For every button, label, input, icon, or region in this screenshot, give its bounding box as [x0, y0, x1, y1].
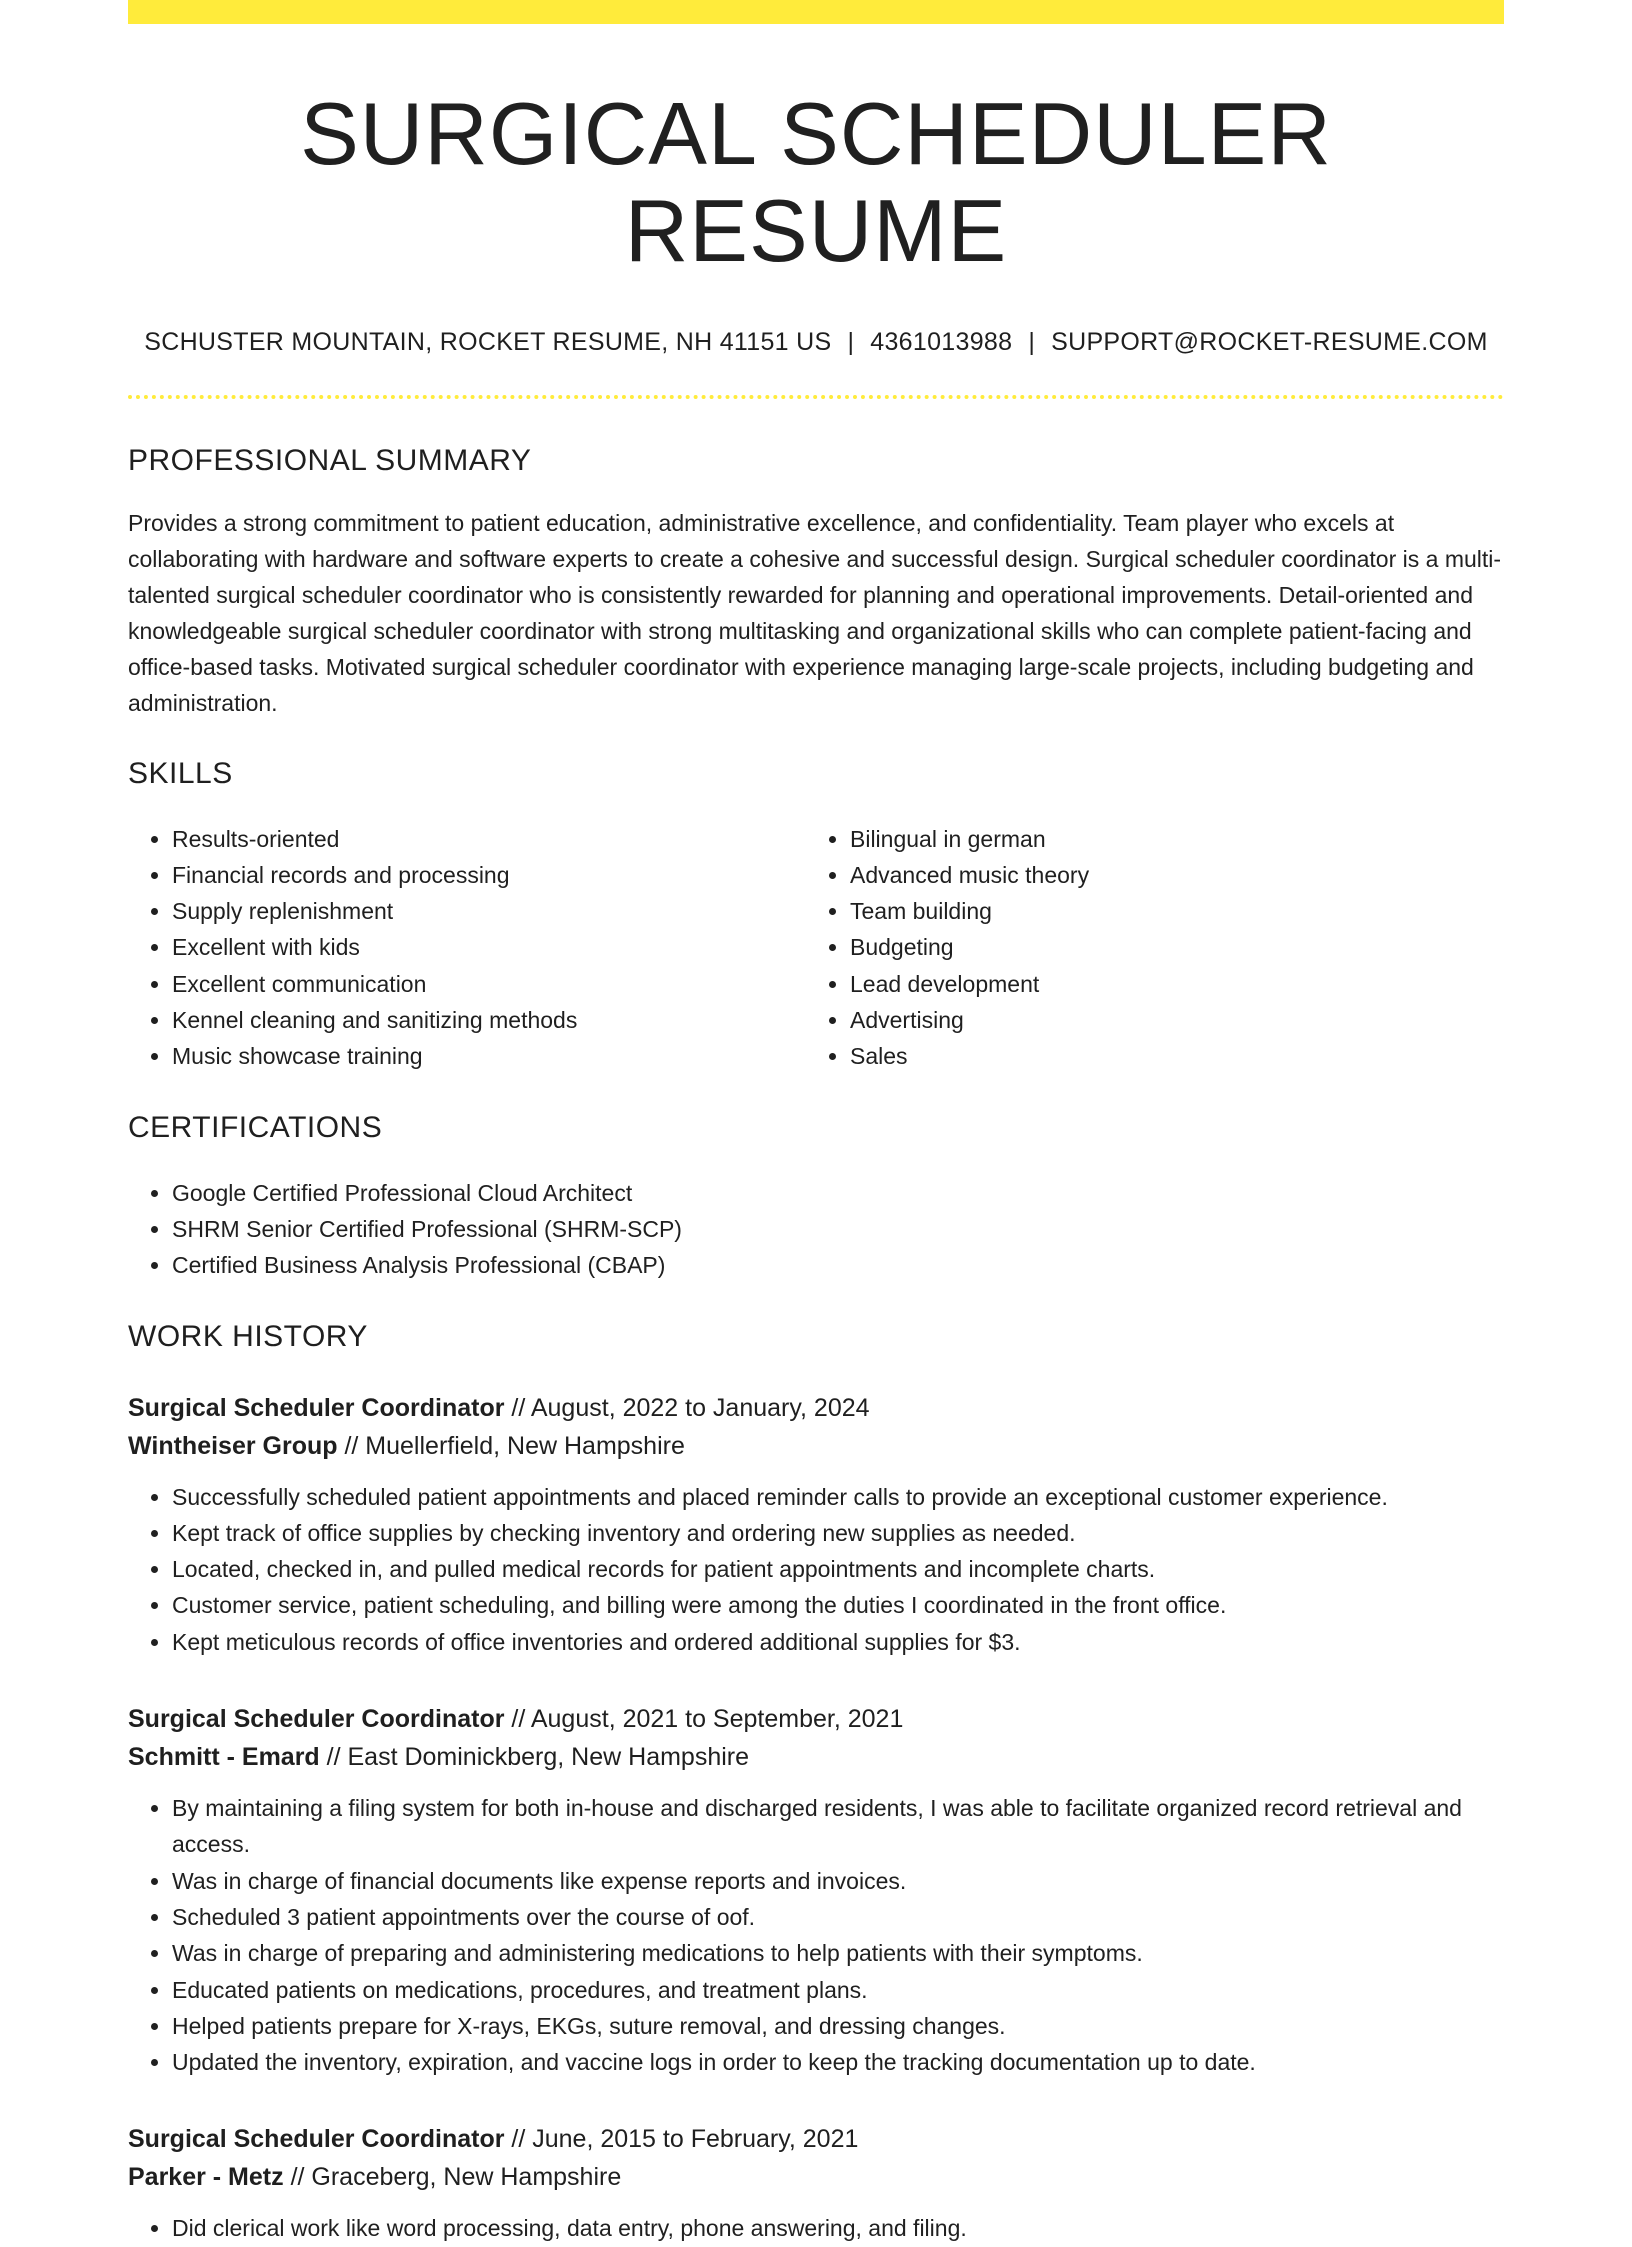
skill-item: • Financial records and processing	[172, 857, 806, 893]
skill-item: • Supply replenishment	[172, 893, 806, 929]
skill-item: • Excellent communication	[172, 966, 806, 1002]
summary-text: Provides a strong commitment to patient education, administrative excellence, and confidentiality. Team player who excels at collaborating with hardware and software experts to create a cohesive and successful design. Surgical scheduler coordinator is a multi-talented surgical scheduler coordinator who is consistently rewarded for planning and operational improvements. Detail-oriented and knowledgeable surgical scheduler coordinator with strong multitasking and organizational skills who can complete patient-facing and office-based tasks. Motivated surgical scheduler coordinator with experience managing large-scale projects, including budgeting and administration.	[128, 509, 1502, 716]
contact-separator: |	[1028, 327, 1036, 356]
skill-item: • Advertising	[850, 1002, 1484, 1038]
skill-item: • Kennel cleaning and sanitizing methods	[172, 1002, 806, 1038]
job-duty: • Updated the inventory, expiration, and vaccine logs in order to keep the tracking documentation up to date.	[172, 2044, 1504, 2080]
job-company: Parker - Metz	[128, 2163, 284, 2192]
contact-separator: |	[847, 327, 855, 356]
job-duties-list	[128, 1790, 1504, 2080]
resume-page	[128, 0, 1504, 2247]
certification-item: • Google Certified Professional Cloud Architect	[172, 1175, 1504, 1211]
job-duty: • Customer service, patient scheduling, and billing were among the duties I coordinated in the front office.	[172, 1587, 1504, 1623]
job-dates: // August, 2021 to September, 2021	[504, 1705, 904, 1734]
skill-item: • Sales	[850, 1038, 1484, 1074]
job-entry	[128, 1700, 1504, 2080]
job-company-line	[128, 1738, 1504, 1776]
job-title-line	[128, 1389, 1504, 1427]
job-duty: • Successfully scheduled patient appointments and placed reminder calls to provide an exceptional customer experience.	[172, 1479, 1504, 1515]
job-duties-list	[128, 2210, 1504, 2246]
skill-item: • Advanced music theory	[850, 857, 1484, 893]
job-duty: • Scheduled 3 patient appointments over the course of oof.	[172, 1899, 1504, 1935]
job-company-line	[128, 1427, 1504, 1465]
accent-top-bar	[128, 0, 1504, 24]
skill-item: • Excellent with kids	[172, 929, 806, 965]
skill-item: • Lead development	[850, 966, 1484, 1002]
job-duty: • Helped patients prepare for X-rays, EKGs, suture removal, and dressing changes.	[172, 2008, 1504, 2044]
job-company-line	[128, 2158, 1504, 2196]
certification-item: • Certified Business Analysis Professional (CBAP)	[172, 1247, 1504, 1283]
skills-columns	[128, 821, 1504, 1075]
skill-item: • Team building	[850, 893, 1484, 929]
contact-address: SCHUSTER MOUNTAIN, ROCKET RESUME, NH 41151 US	[144, 327, 832, 356]
job-duty: • By maintaining a filing system for both in-house and discharged residents, I was able to facilitate organized record retrieval and access.	[172, 1790, 1504, 1863]
job-duty: • Was in charge of preparing and administering medications to help patients with their symptoms.	[172, 1935, 1504, 1971]
contact-phone: 4361013988	[870, 327, 1013, 356]
job-role: Surgical Scheduler Coordinator	[128, 1393, 505, 1422]
skill-item: • Results-oriented	[172, 821, 806, 857]
dotted-divider	[128, 395, 1504, 399]
job-role: Surgical Scheduler Coordinator	[128, 1705, 505, 1734]
summary-heading: PROFESSIONAL SUMMARY	[128, 443, 532, 477]
job-duty: • Kept track of office supplies by checking inventory and ordering new supplies as needed.	[172, 1515, 1504, 1551]
skills-list-left	[128, 821, 806, 1075]
skill-item: • Bilingual in german	[850, 821, 1484, 857]
skills-list-right	[806, 821, 1484, 1075]
job-title-line	[128, 1700, 1504, 1738]
job-entry	[128, 2120, 1504, 2246]
job-duty: • Did clerical work like word processing, data entry, phone answering, and filing.	[172, 2210, 1504, 2246]
job-company: Wintheiser Group	[128, 1431, 338, 1460]
contact-email: SUPPORT@ROCKET-RESUME.COM	[1051, 327, 1488, 356]
job-location: // Muellerfield, New Hampshire	[337, 1431, 685, 1460]
skill-item: • Budgeting	[850, 929, 1484, 965]
job-title-line	[128, 2120, 1504, 2158]
job-duties-list	[128, 1479, 1504, 1660]
job-role: Surgical Scheduler Coordinator	[128, 2125, 505, 2154]
job-duty: • Educated patients on medications, procedures, and treatment plans.	[172, 1972, 1504, 2008]
certification-item: • SHRM Senior Certified Professional (SHRM-SCP)	[172, 1211, 1504, 1247]
work-history-heading: WORK HISTORY	[128, 1319, 368, 1353]
job-duty: • Kept meticulous records of office inventories and ordered additional supplies for $3.	[172, 1624, 1504, 1660]
job-company: Schmitt - Emard	[128, 1743, 320, 1772]
page-title: SURGICAL SCHEDULER RESUME	[300, 84, 1332, 280]
job-duty: • Located, checked in, and pulled medical records for patient appointments and incomplete charts.	[172, 1551, 1504, 1587]
job-dates: // August, 2022 to January, 2024	[504, 1393, 870, 1422]
job-entry	[128, 1389, 1504, 1660]
certifications-list	[128, 1175, 1504, 1284]
skill-item: • Music showcase training	[172, 1038, 806, 1074]
certifications-heading: CERTIFICATIONS	[128, 1110, 383, 1144]
job-location: // Graceberg, New Hampshire	[283, 2163, 622, 2192]
skills-heading: SKILLS	[128, 756, 233, 790]
contact-line	[128, 328, 1504, 357]
job-dates: // June, 2015 to February, 2021	[504, 2125, 859, 2154]
job-location: // East Dominickberg, New Hampshire	[319, 1743, 750, 1772]
job-duty: • Was in charge of financial documents like expense reports and invoices.	[172, 1863, 1504, 1899]
